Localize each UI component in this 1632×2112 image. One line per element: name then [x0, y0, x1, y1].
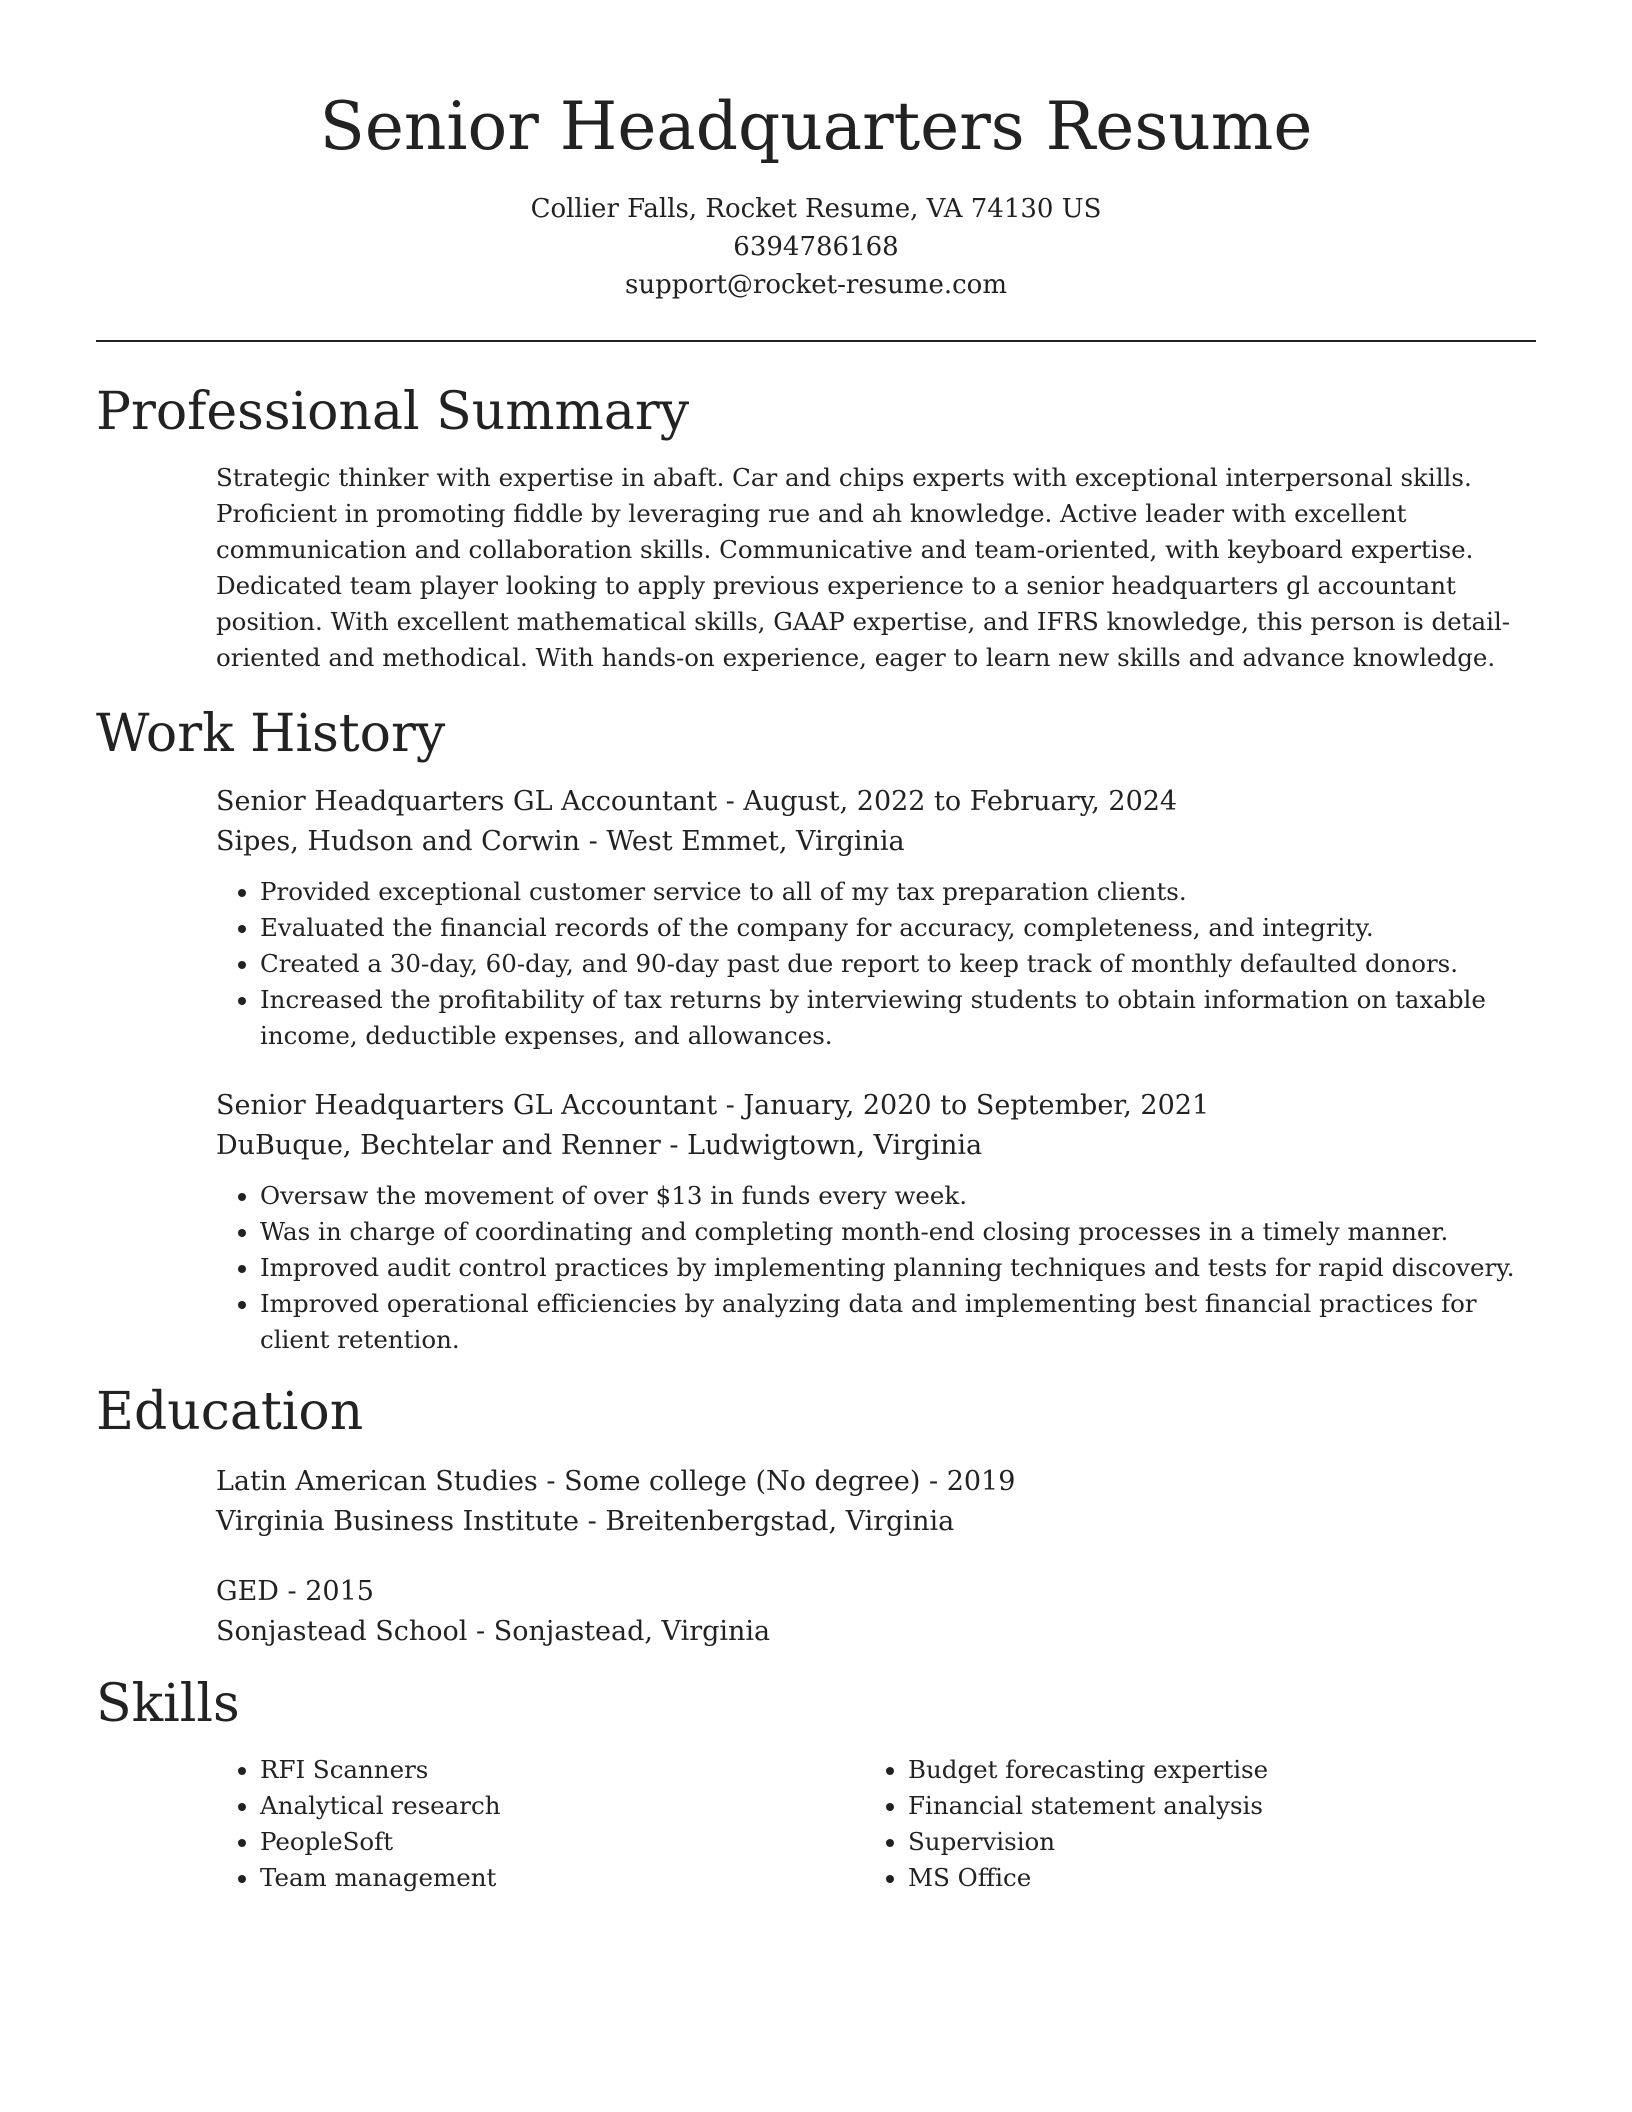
contact-address: Collier Falls, Rocket Resume, VA 74130 US	[530, 194, 1102, 224]
job-bullet: • Improved audit control practices by implementing planning techniques and tests for rapid discovery.	[260, 1250, 1536, 1286]
resume-name: Senior Headquarters Resume	[319, 88, 1313, 165]
header-divider	[96, 340, 1536, 342]
education-entry	[216, 1572, 1536, 1652]
education-degree-line	[216, 1462, 1536, 1502]
job-company: DuBuque, Bechtelar and Renner	[216, 1130, 661, 1161]
education-detail: - Some college (No degree) - 2019	[537, 1466, 1016, 1497]
job-bullets	[216, 1178, 1536, 1358]
job-bullet: • Created a 30-day, 60-day, and 90-day past due report to keep track of monthly defaulted donors.	[260, 946, 1536, 982]
skill-item: • Budget forecasting expertise	[908, 1752, 1512, 1788]
job-company: Sipes, Hudson and Corwin	[216, 826, 581, 857]
summary-heading: Professional Summary	[96, 382, 690, 442]
job-title-line	[216, 1086, 1536, 1126]
job-title-line	[216, 782, 1536, 822]
job-position: Senior Headquarters GL Accountant	[216, 786, 718, 817]
skills-heading: Skills	[96, 1674, 240, 1734]
education-school: Sonjastead School	[216, 1616, 468, 1647]
job-dates: - January, 2020 to September, 2021	[717, 1090, 1210, 1121]
job-location: - Ludwigtown, Virginia	[660, 1130, 983, 1161]
job-bullet: • Increased the profitability of tax returns by interviewing students to obtain information on taxable income, deductible expenses, and allowances.	[260, 982, 1536, 1054]
job-entry	[216, 1086, 1536, 1358]
education-school-line	[216, 1502, 1536, 1542]
skills-column-right	[864, 1752, 1512, 1896]
education-heading: Education	[96, 1382, 364, 1442]
resume-header	[96, 0, 1536, 304]
resume-page	[96, 0, 1536, 1896]
skill-item: • RFI Scanners	[260, 1752, 864, 1788]
job-bullet: • Was in charge of coordinating and completing month-end closing processes in a timely manner.	[260, 1214, 1536, 1250]
job-bullet: • Evaluated the financial records of the company for accuracy, completeness, and integrity.	[260, 910, 1536, 946]
job-company-line	[216, 822, 1536, 862]
contact-email: support@rocket-resume.com	[624, 270, 1007, 300]
contact-phone: 6394786168	[733, 232, 899, 262]
education-detail: - 2015	[278, 1576, 374, 1607]
skills-list	[216, 1752, 1536, 1896]
job-bullet: • Improved operational efficiencies by analyzing data and implementing best financial practices for client retention.	[260, 1286, 1536, 1358]
job-bullet: • Oversaw the movement of over $13 in funds every week.	[260, 1178, 1536, 1214]
education-entry	[216, 1462, 1536, 1542]
job-entry	[216, 782, 1536, 1054]
skill-item: • Financial statement analysis	[908, 1788, 1512, 1824]
education-degree: Latin American Studies	[216, 1466, 538, 1497]
education-degree-line	[216, 1572, 1536, 1612]
job-company-line	[216, 1126, 1536, 1166]
job-dates: - August, 2022 to February, 2024	[717, 786, 1178, 817]
education-school-line	[216, 1612, 1536, 1652]
education-location: - Breitenbergstad, Virginia	[579, 1506, 955, 1537]
education-location: - Sonjastead, Virginia	[467, 1616, 771, 1647]
education-degree: GED	[216, 1576, 279, 1607]
summary-text: Strategic thinker with expertise in abaft. Car and chips experts with exceptional interpersonal skills. Proficient in promoting fiddle by leveraging rue and ah knowledge. Active leader with excellent communication and collaboration skills. Communicative and team-oriented, with keyboard expertise. Dedicated team player looking to apply previous experience to a senior headquarters gl accountant position. With excellent mathematical skills, GAAP expertise, and IFRS knowledge, this person is detail-oriented and methodical. With hands-on experience, eager to learn new skills and advance knowledge.	[216, 463, 1511, 672]
job-bullets	[216, 874, 1536, 1054]
skill-item: • Supervision	[908, 1824, 1512, 1860]
work-history-heading: Work History	[96, 704, 446, 764]
skills-column-left	[216, 1752, 864, 1896]
skill-item: • MS Office	[908, 1860, 1512, 1896]
job-location: - West Emmet, Virginia	[580, 826, 905, 857]
job-bullet: • Provided exceptional customer service to all of my tax preparation clients.	[260, 874, 1536, 910]
skill-item: • Analytical research	[260, 1788, 864, 1824]
skill-item: • PeopleSoft	[260, 1824, 864, 1860]
job-position: Senior Headquarters GL Accountant	[216, 1090, 718, 1121]
skill-item: • Team management	[260, 1860, 864, 1896]
education-school: Virginia Business Institute	[216, 1506, 580, 1537]
